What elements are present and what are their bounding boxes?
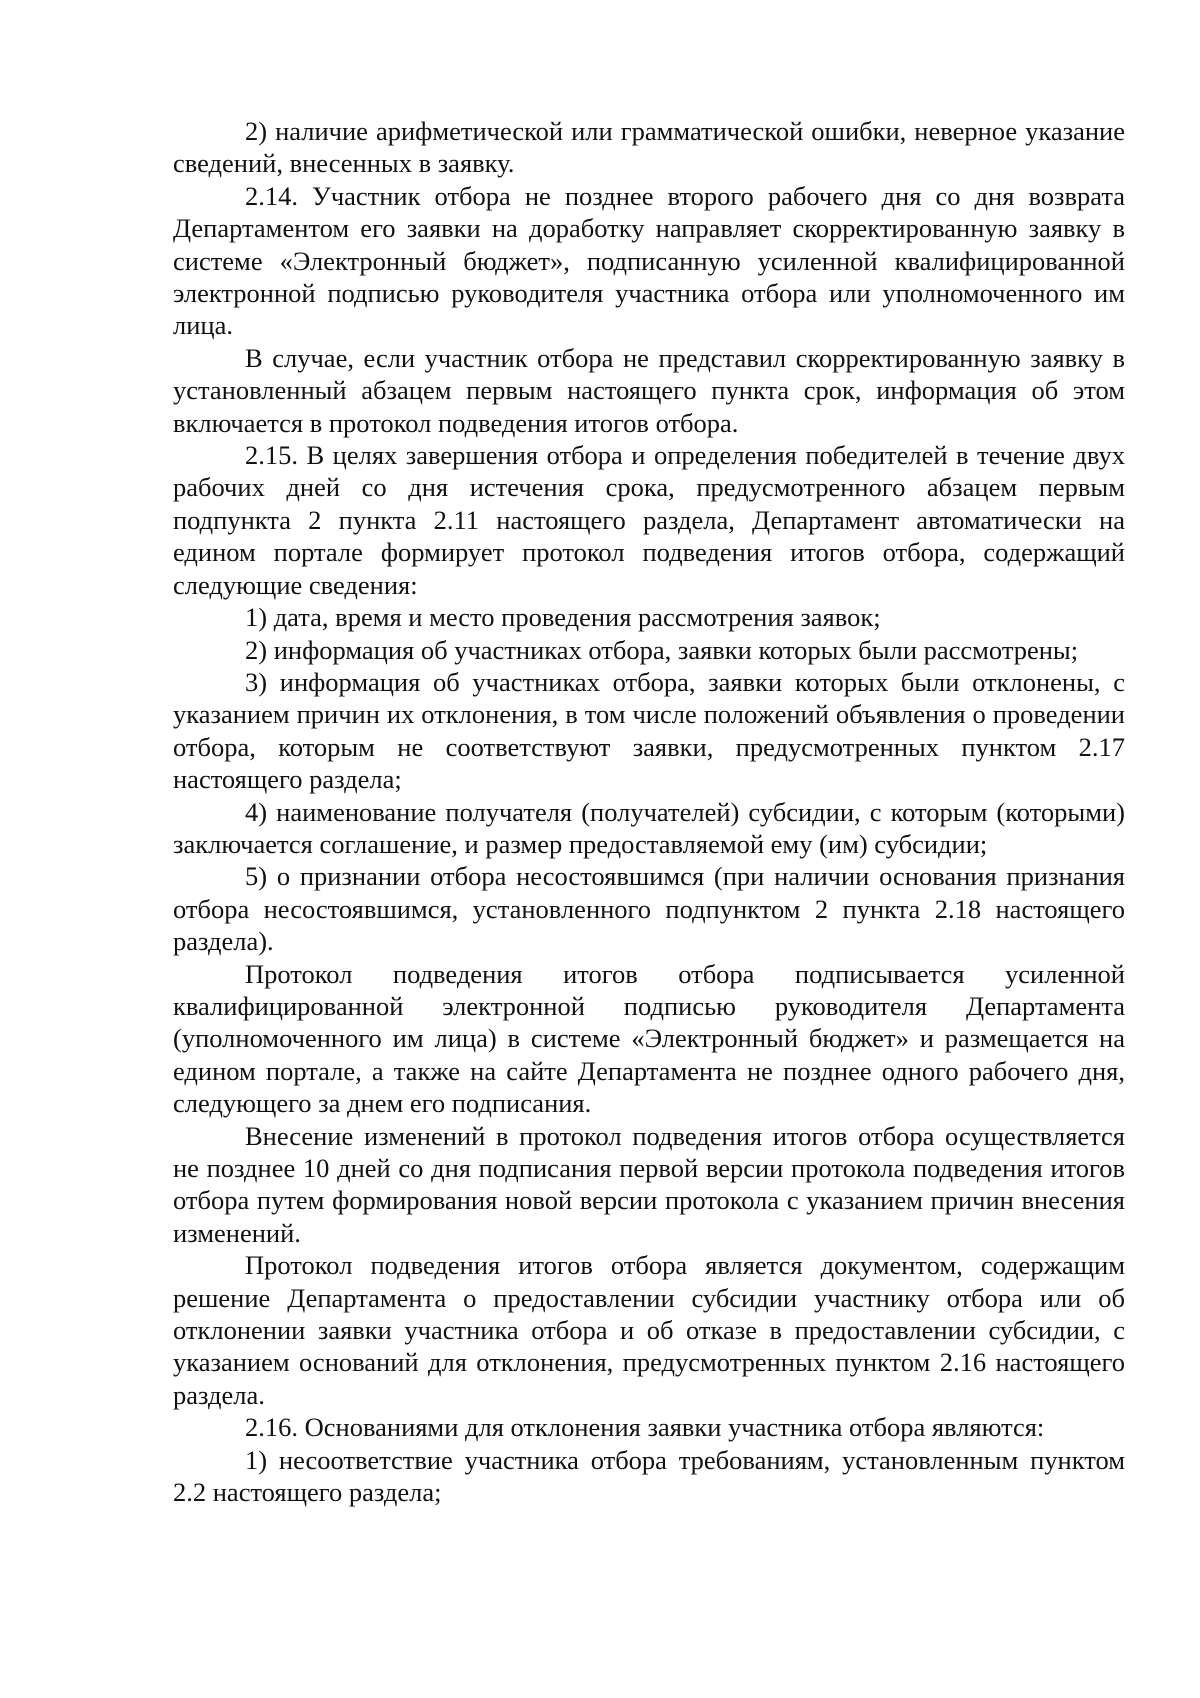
list-item-1-date: 1) дата, время и место проведения рассмотрения заявок;: [245, 602, 881, 633]
paragraph-protocol-decision: Протокол подведения итогов отбора является документом, содержащим решение Департамента о предоставлении субсидии участнику отбора или об отклонении заявки участника отбора и об отказе в предоставлении субсидии, с указанием оснований для отклонения, предусмотренных пунктом 2.16 настоящего раздела.: [173, 1250, 1125, 1410]
paragraph-protocol-changes: Внесение изменений в протокол подведения итогов отбора осуществляется не позднее 10 дней со дня подписания первой версии протокола подведения итогов отбора путем формирования новой версии протокола с указанием причин внесения изменений.: [173, 1120, 1125, 1248]
list-item-1-noncompliance: 1) несоответствие участника отбора требованиям, установленным пунктом 2.2 настоящего раздела;: [173, 1444, 1125, 1508]
paragraph-2-14: 2.14. Участник отбора не позднее второго рабочего дня со дня возврата Департаментом его заявки на доработку направляет скорректированную заявку в системе «Электронный бюджет», подписанную усиленной квалифицированной электронной подписью руководителя участника отбора или уполномоченного им лица.: [173, 180, 1125, 341]
list-item-2-reviewed: 2) информация об участниках отбора, заявки которых были рассмотрены;: [245, 634, 1079, 665]
document-body: [173, 115, 1125, 1508]
list-item-5-failed: 5) о признании отбора несостоявшимся (при наличии основания признания отбора несостоявшимся, установленного подпунктом 2 пункта 2.18 настоящего раздела).: [173, 861, 1125, 957]
list-item-4-recipient: 4) наименование получателя (получателей) субсидии, с которым (которыми) заключается соглашение, и размер предоставляемой ему (им) субсидии;: [173, 796, 1125, 859]
paragraph-2-ошибки: 2) наличие арифметической или грамматической ошибки, неверное указание сведений, внесенных в заявку.: [173, 116, 1125, 179]
list-item-3-rejected: 3) информация об участниках отбора, заявки которых были отклонены, с указанием причин их отклонения, в том числе положений объявления о проведении отбора, которым не соответствуют заявки, предусмотренных пунктом 2.17 настоящего раздела;: [173, 666, 1125, 795]
paragraph-2-15: 2.15. В целях завершения отбора и определения победителей в течение двух рабочих дней со дня истечения срока, предусмотренного абзацем первым подпункта 2 пункта 2.11 настоящего раздела, Департамент автоматически на едином портале формирует протокол подведения итогов отбора, содержащий следующие сведения:: [173, 440, 1125, 600]
paragraph-2-16: 2.16. Основаниями для отклонения заявки участника отбора являются:: [245, 1412, 1045, 1443]
paragraph-protocol-signed: Протокол подведения итогов отбора подписывается усиленной квалифицированной электронной подписью руководителя Департамента (уполномоченного им лица) в системе «Электронный бюджет» и размещается на едином портале, а также на сайте Департамента не позднее одного рабочего дня, следующего за днем его подписания.: [173, 958, 1125, 1119]
paragraph-not-corrected: В случае, если участник отбора не представил скорректированную заявку в установленный абзацем первым настоящего пункта срок, информация об этом включается в протокол подведения итогов отбора.: [173, 342, 1125, 438]
